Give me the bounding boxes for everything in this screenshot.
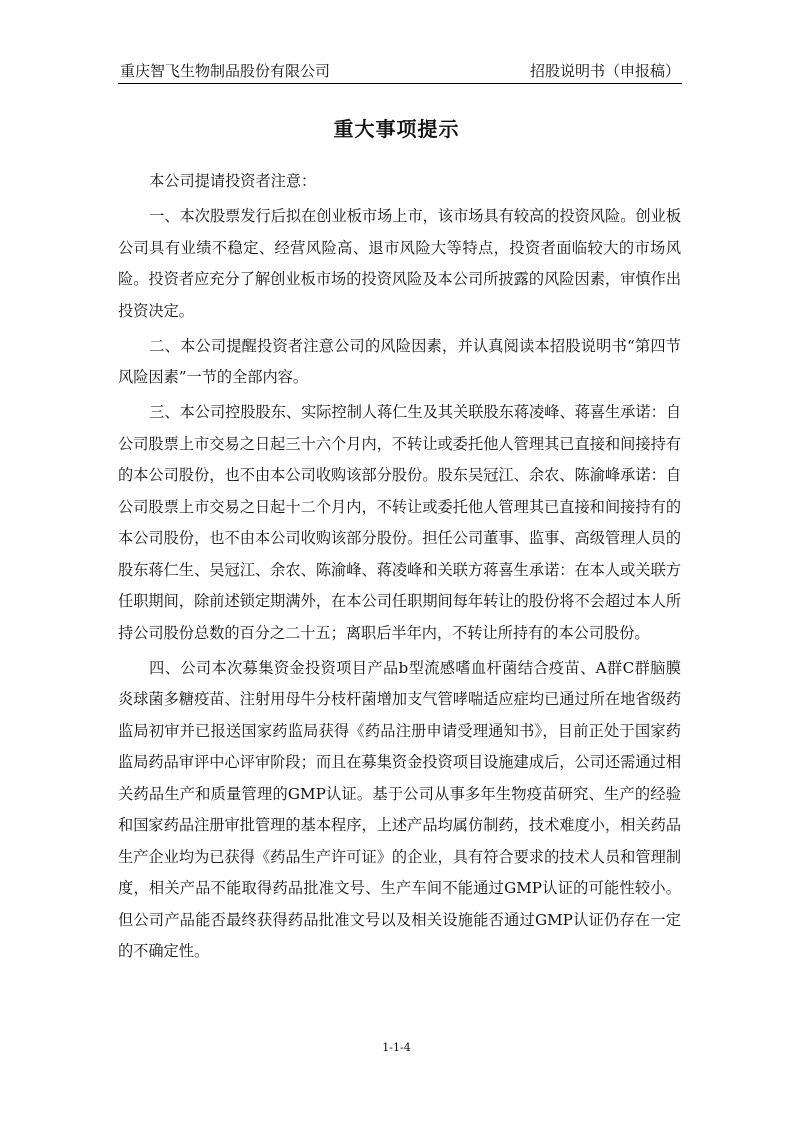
header-company-name: 重庆智飞生物制品股份有限公司 [120,61,331,80]
document-body [118,166,681,971]
header-divider [118,83,682,84]
page-header [120,58,680,82]
header-document-type: 招股说明书（申报稿） [529,61,680,80]
paragraph-item-1: 一、本次股票发行后拟在创业板市场上市，该市场具有较高的投资风险。创业板公司具有业绩不稳定、经营风险高、退市风险大等特点，投资者面临较大的市场风险。投资者应充分了解创业板市场的投资风险及本公司所披露的风险因素，审慎作出投资决定。 [118,207,681,320]
page-title: 重大事项提示 [333,117,460,141]
intro-paragraph: 本公司提请投资者注意： [149,172,317,190]
paragraph-item-3: 三、本公司控股股东、实际控制人蒋仁生及其关联股东蒋凌峰、蒋喜生承诺：自公司股票上市交易之日起三十六个月内，不转让或委托他人管理其已直接和间接持有的本公司股份，也不由本公司收购该部分股份。股东吴冠江、余农、陈渝峰承诺：自公司股票上市交易之日起十二个月内，不转让或委托他人管理其已直接和间接持有的本公司股份，也不由本公司收购该部分股份。担任公司董事、监事、高级管理人员的股东蒋仁生、吴冠江、余农、陈渝峰、蒋凌峰和关联方蒋喜生承诺：在本人或关联方任职期间，除前述锁定期满外，在本公司任职期间每年转让的股份将不会超过本人所持公司股份总数的百分之二十五；离职后半年内，不转让所持有的本公司股份。 [118,403,681,642]
paragraph-item-2: 二、本公司提醒投资者注意公司的风险因素，并认真阅读本招股说明书“第四节 风险因素”一节的全部内容。 [118,336,681,386]
page-number: 1-1-4 [382,1041,411,1054]
paragraph-item-4: 四、公司本次募集资金投资项目产品b型流感嗜血杆菌结合疫苗、A群C群脑膜炎球菌多糖疫苗、注射用母牛分枝杆菌增加支气管哮喘适应症均已通过所在地省级药监局初审并已报送国家药监局获得《药品注册申请受理通知书》，目前正处于国家药监局药品审评中心评审阶段；而且在募集资金投资项目设施建成后，公司还需通过相关药品生产和质量管理的GMP认证。基于公司从事多年生物疫苗研究、生产的经验和国家药品注册审批管理的基本程序，上述产品均属仿制药，技术难度小，相关药品生产企业均为已获得《药品生产许可证》的企业，具有符合要求的技术人员和管理制度，相关产品不能取得药品批准文号、生产车间不能通过GMP认证的可能性较小。但公司产品能否最终获得药品批准文号以及相关设施能否通过GMP认证仍存在一定的不确定性。 [118,658,681,960]
